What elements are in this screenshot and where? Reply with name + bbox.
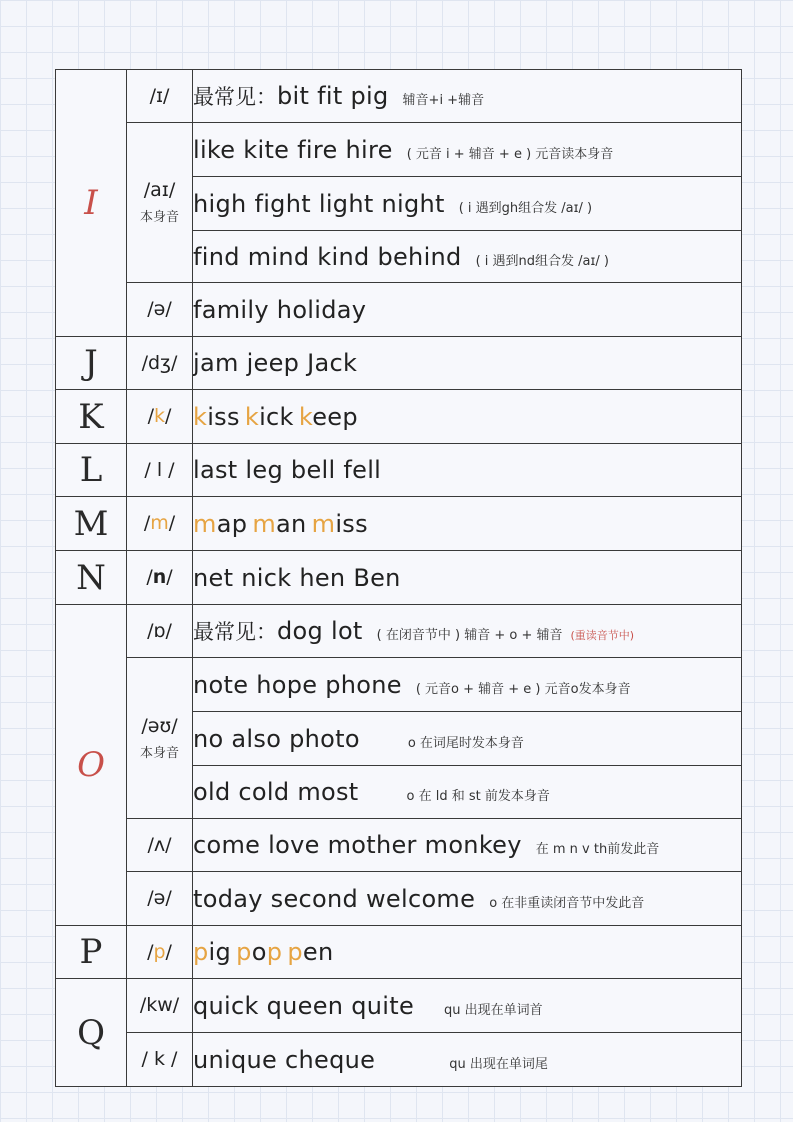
table-row xyxy=(56,497,742,551)
phonics-table xyxy=(55,69,742,1087)
example-word: keep xyxy=(298,402,358,431)
example-words: note hope phone xyxy=(193,670,402,699)
sound-l: / l / xyxy=(127,444,193,497)
example-row xyxy=(193,712,742,766)
example-words: high fight light night xyxy=(193,189,445,218)
sound-note: 本身音 xyxy=(139,745,179,761)
example-row xyxy=(193,658,742,712)
table-row xyxy=(56,926,742,979)
example-word: kiss xyxy=(193,402,240,431)
sound-symbol: /aɪ/ xyxy=(143,179,176,202)
rule-note: ( 在闭音节中 ) 辅音 + o + 辅音 xyxy=(376,628,563,643)
letter-j: J xyxy=(56,337,127,390)
example-word: kick xyxy=(244,402,294,431)
rule-prefix: 最常见： xyxy=(193,85,277,109)
rule-note: qu 出现在单词尾 xyxy=(449,1056,548,1072)
sound-i-schwa: /ə/ xyxy=(127,283,193,337)
example-words: net nick hen Ben xyxy=(193,563,401,592)
rule-note: 在 m n v th前发此音 xyxy=(535,842,660,857)
rule-note: o 在非重读闭音节中发此音 xyxy=(489,895,645,911)
example-row xyxy=(193,551,742,605)
rule-prefix: 最常见： xyxy=(193,620,277,644)
example-row xyxy=(193,444,742,497)
sound-q-kw: /kw/ xyxy=(127,979,193,1033)
sound-note: 本身音 xyxy=(139,210,179,226)
sound-o-schwa: /ə/ xyxy=(127,872,193,926)
sound-i-short: /ɪ/ xyxy=(127,70,193,123)
example-words: like kite fire hire xyxy=(193,135,393,164)
letter-p: P xyxy=(56,926,127,979)
example-words: find mind kind behind xyxy=(193,242,462,271)
sound-i-long xyxy=(127,123,193,283)
sound-j: /dʒ/ xyxy=(127,337,193,390)
example-row xyxy=(193,979,742,1033)
rule-note: ( i 遇到nd组合发 /aɪ/ ) xyxy=(475,253,609,269)
example-row xyxy=(193,605,742,658)
example-words: old cold most xyxy=(193,778,359,806)
example-word: pen xyxy=(287,938,334,966)
rule-note: ( 元音 i + 辅音 + e ) 元音读本身音 xyxy=(406,146,614,162)
example-row xyxy=(193,766,742,819)
sound-o-long xyxy=(127,658,193,819)
table-row xyxy=(56,658,742,712)
table-row xyxy=(56,283,742,337)
table-row xyxy=(56,444,742,497)
sound-o-wedge: /ʌ/ xyxy=(127,819,193,872)
table-row xyxy=(56,390,742,444)
sound-p: /p/ xyxy=(127,926,193,979)
rule-note: 辅音+i +辅音 xyxy=(402,93,485,108)
example-words: quick queen quite xyxy=(193,991,415,1020)
example-row xyxy=(193,497,742,551)
table-row xyxy=(56,819,742,872)
example-row xyxy=(193,231,742,283)
example-row xyxy=(193,283,742,337)
table-row xyxy=(56,979,742,1033)
rule-note: ( 元音o + 辅音 + e ) 元音o发本身音 xyxy=(415,681,631,697)
rule-note: o 在 ld 和 st 前发本身音 xyxy=(406,789,550,804)
rule-note: o 在词尾时发本身音 xyxy=(407,735,524,751)
rule-note: ( i 遇到gh组合发 /aɪ/ ) xyxy=(458,200,593,216)
example-words: family holiday xyxy=(193,295,367,324)
example-row xyxy=(193,337,742,390)
letter-l: L xyxy=(56,444,127,497)
example-row xyxy=(193,819,742,872)
example-word: map xyxy=(193,509,248,538)
table-row xyxy=(56,1033,742,1087)
sound-q-k: / k / xyxy=(127,1033,193,1087)
example-row xyxy=(193,177,742,231)
rule-note: qu 出现在单词首 xyxy=(444,1002,543,1018)
example-word: pig xyxy=(193,938,232,966)
example-words: jam jeep Jack xyxy=(193,349,358,377)
sound-k: /k/ xyxy=(127,390,193,444)
letter-q: Q xyxy=(56,979,127,1087)
example-row xyxy=(193,123,742,177)
example-word: miss xyxy=(311,509,368,538)
example-row xyxy=(193,1033,742,1087)
letter-k: K xyxy=(56,390,127,444)
example-word: pop xyxy=(236,938,283,966)
example-words: no also photo xyxy=(193,724,360,753)
example-words: come love mother monkey xyxy=(193,831,522,859)
table-row xyxy=(56,123,742,177)
example-words: bit fit pig xyxy=(277,82,389,110)
table-row xyxy=(56,70,742,123)
example-words: dog lot xyxy=(277,617,363,645)
letter-m: M xyxy=(56,497,127,551)
example-row xyxy=(193,872,742,926)
example-words: today second welcome xyxy=(193,884,476,913)
example-row xyxy=(193,390,742,444)
letter-i: I xyxy=(56,70,127,337)
table-row xyxy=(56,337,742,390)
example-word: man xyxy=(252,509,307,538)
table-row xyxy=(56,605,742,658)
example-words: unique cheque xyxy=(193,1045,376,1074)
example-row xyxy=(193,70,742,123)
sound-o-short: /ɒ/ xyxy=(127,605,193,658)
table-row xyxy=(56,872,742,926)
sound-n: /n/ xyxy=(127,551,193,605)
letter-n: N xyxy=(56,551,127,605)
sound-m: /m/ xyxy=(127,497,193,551)
example-words: last leg bell fell xyxy=(193,456,382,484)
rule-note-stress: (重读音节中) xyxy=(570,629,635,642)
table-row xyxy=(56,551,742,605)
letter-o: O xyxy=(56,605,127,926)
sound-symbol: /əʊ/ xyxy=(141,714,178,737)
example-row xyxy=(193,926,742,979)
